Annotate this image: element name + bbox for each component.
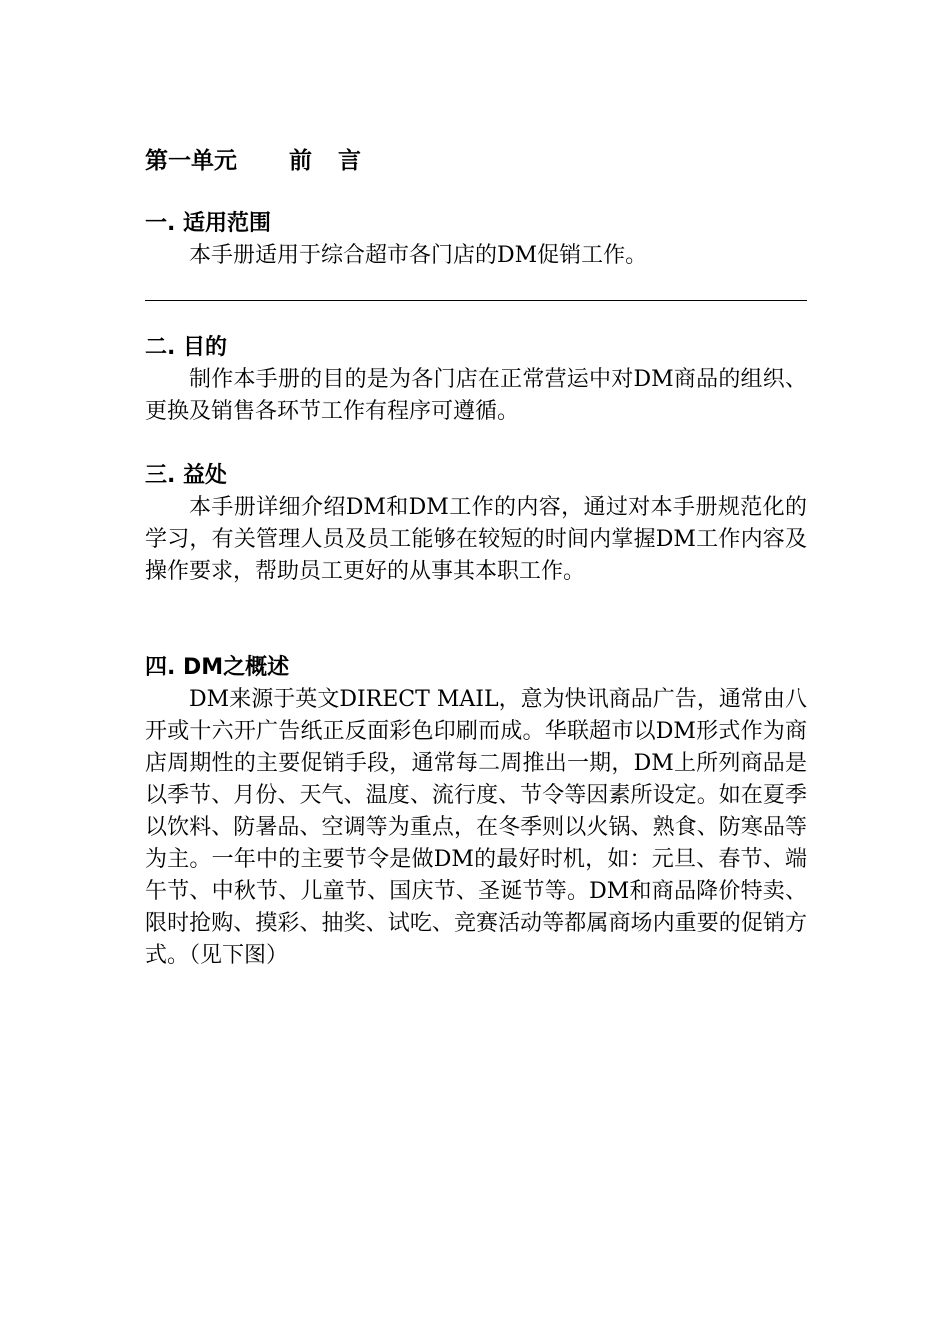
section-body: 本手册详细介绍DM和DM工作的内容，通过对本手册规范化的学习，有关管理人员及员工能够在较短的时间内掌握DM工作内容及操作要求，帮助员工更好的从事其本职工作。: [145, 495, 807, 584]
section-heading: 一. 适用范围: [145, 211, 272, 236]
unit-label: 第一单元: [145, 148, 237, 174]
section-heading: 四. DM之概述: [145, 655, 290, 680]
section-benefits: [145, 460, 807, 588]
section-heading: 二. 目的: [145, 335, 228, 360]
unit-subtitle: 前言: [289, 148, 387, 174]
horizontal-divider: [145, 300, 807, 301]
section-purpose: [145, 332, 807, 428]
section-body: 制作本手册的目的是为各门店在正常营运中对DM商品的组织、更换及销售各环节工作有程序可遵循。: [145, 367, 807, 424]
section-body: 本手册适用于综合超市各门店的DM促销工作。: [189, 243, 648, 268]
section-heading: 三. 益处: [145, 463, 228, 488]
section-dm-overview: [145, 652, 807, 972]
section-body: DM来源于英文DIRECT MAIL，意为快讯商品广告，通常由八开或十六开广告纸正反面彩色印刷而成。华联超市以DM形式作为商店周期性的主要促销手段，通常每二周推出一期，DM上所列商品是以季节、月份、天气、温度、流行度、节令等因素所设定。如在夏季以饮料、防暑品、空调等为重点，在冬季则以火锅、熟食、防寒品等为主。一年中的主要节令是做DM的最好时机，如：元旦、春节、端午节、中秋节、儿童节、国庆节、圣诞节等。DM和商品降价特卖、限时抢购、摸彩、抽奖、试吃、竞赛活动等都属商场内重要的促销方式。（见下图）: [145, 687, 807, 968]
unit-title: [145, 143, 387, 179]
section-scope: [145, 208, 807, 272]
